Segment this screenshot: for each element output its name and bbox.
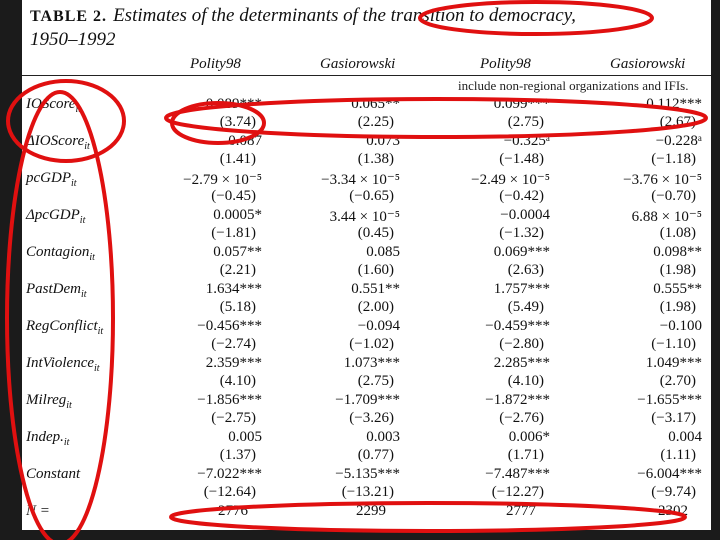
estimate-cell: −2.79 × 10⁻⁵ xyxy=(183,172,262,188)
estimate-cell: −1.856*** xyxy=(197,392,262,408)
estimate-cell: 0.004 xyxy=(668,429,702,445)
se-cell: (1.37) xyxy=(219,447,256,463)
column-header: Polity98 xyxy=(480,56,531,72)
se-cell: (−1.81) xyxy=(211,225,256,241)
se-cell: (2.21) xyxy=(219,262,256,278)
se-cell: (−0.70) xyxy=(651,188,696,204)
se-cell: (2.63) xyxy=(507,262,544,278)
se-cell: (−1.10) xyxy=(651,336,696,352)
estimate-cell: −1.655*** xyxy=(637,392,702,408)
estimate-cell: 1.634*** xyxy=(205,281,262,297)
table-note: include non-regional organizations and IFIs. xyxy=(458,78,689,93)
estimate-cell: 0.065** xyxy=(351,96,400,112)
table-label: TABLE 2. xyxy=(30,8,108,25)
estimate-cell: 2.285*** xyxy=(493,355,550,371)
se-cell: (−0.42) xyxy=(499,188,544,204)
se-cell: (5.49) xyxy=(507,299,544,315)
se-cell: (−0.45) xyxy=(211,188,256,204)
se-cell: (1.38) xyxy=(357,151,394,167)
estimate-cell: −0.100 xyxy=(659,318,702,334)
estimate-cell: −6.004*** xyxy=(637,466,702,482)
estimate-cell: −7.022*** xyxy=(197,466,262,482)
estimate-cell: 0.0005* xyxy=(213,207,262,223)
variable-label: IntViolence$_{it}$ xyxy=(26,355,100,374)
n-cell: 2776 xyxy=(218,503,248,519)
n-label: N = xyxy=(26,503,50,519)
variable-label: RegConflict$_{it}$ xyxy=(26,318,104,337)
se-cell: (−0.65) xyxy=(349,188,394,204)
estimate-cell: −1.709*** xyxy=(335,392,400,408)
se-cell: (−1.18) xyxy=(651,151,696,167)
se-cell: (4.10) xyxy=(219,373,256,389)
estimate-cell: −5.135*** xyxy=(335,466,400,482)
se-cell: (1.98) xyxy=(659,299,696,315)
se-cell: (−2.76) xyxy=(499,410,544,426)
se-cell: (−2.74) xyxy=(211,336,256,352)
estimate-cell: −1.872*** xyxy=(485,392,550,408)
se-cell: (2.75) xyxy=(357,373,394,389)
estimate-cell: −3.76 × 10⁻⁵ xyxy=(623,172,702,188)
estimate-cell: 0.098** xyxy=(653,244,702,260)
column-header: Gasiorowski xyxy=(610,56,686,72)
table-title-text: Estimates of the determinants of the transition to democracy, xyxy=(113,5,576,26)
column-header: Gasiorowski xyxy=(320,56,396,72)
se-cell: (0.77) xyxy=(357,447,394,463)
estimate-cell: 1.049*** xyxy=(645,355,702,371)
n-cell: 2302 xyxy=(658,503,688,519)
n-cell: 2299 xyxy=(356,503,386,519)
se-cell: (−2.75) xyxy=(211,410,256,426)
se-cell: (2.00) xyxy=(357,299,394,315)
variable-label: pcGDP$_{it}$ xyxy=(26,170,77,189)
estimate-cell: 0.112*** xyxy=(646,96,702,112)
estimate-cell: 0.087 xyxy=(228,133,262,149)
variable-label: PastDem$_{it}$ xyxy=(26,281,87,300)
se-cell: (2.75) xyxy=(507,114,544,130)
se-cell: (1.11) xyxy=(660,447,696,463)
estimate-cell: 0.006* xyxy=(508,429,550,445)
estimate-cell: 0.099*** xyxy=(493,96,550,112)
estimate-cell: 0.005 xyxy=(228,429,262,445)
variable-label: Milreg$_{it}$ xyxy=(26,392,72,411)
estimate-cell: 0.003 xyxy=(366,429,400,445)
se-cell: (2.70) xyxy=(659,373,696,389)
se-cell: (2.67) xyxy=(659,114,696,130)
estimate-cell: −0.228ᵃ xyxy=(655,133,702,149)
se-cell: (5.18) xyxy=(219,299,256,315)
estimate-cell: 0.069*** xyxy=(493,244,550,260)
table-page xyxy=(22,0,711,530)
table-title xyxy=(30,4,690,51)
estimate-cell: 1.757*** xyxy=(493,281,550,297)
se-cell: (1.60) xyxy=(357,262,394,278)
se-cell: (−1.32) xyxy=(499,225,544,241)
variable-label: Constant xyxy=(26,466,81,482)
column-header: Polity98 xyxy=(190,56,241,72)
estimate-cell: −0.456*** xyxy=(197,318,262,334)
se-cell: (−3.17) xyxy=(651,410,696,426)
se-cell: (1.71) xyxy=(507,447,544,463)
variable-label: IOScore$_{it}$ xyxy=(26,96,81,115)
se-cell: (−3.26) xyxy=(349,410,394,426)
se-cell: (−12.64) xyxy=(203,484,256,500)
estimate-cell: 3.44 × 10⁻⁵ xyxy=(329,209,400,225)
estimate-cell: 0.073 xyxy=(366,133,400,149)
estimate-cell: 0.555** xyxy=(653,281,702,297)
se-cell: (−1.48) xyxy=(499,151,544,167)
estimate-cell: −0.459*** xyxy=(485,318,550,334)
se-cell: (−2.80) xyxy=(499,336,544,352)
estimate-cell: −0.0004 xyxy=(500,207,550,223)
se-cell: (0.45) xyxy=(357,225,394,241)
estimate-cell: −3.34 × 10⁻⁵ xyxy=(321,172,400,188)
variable-label: ΔpcGDP$_{it}$ xyxy=(26,207,86,226)
variable-label: $Indep._{it}$ xyxy=(26,429,70,448)
n-cell: 2777 xyxy=(506,503,536,519)
se-cell: (1.08) xyxy=(659,225,696,241)
se-cell: (−1.02) xyxy=(349,336,394,352)
estimate-cell: 6.88 × 10⁻⁵ xyxy=(631,209,702,225)
estimate-cell: −7.487*** xyxy=(485,466,550,482)
se-cell: (−9.74) xyxy=(651,484,696,500)
se-cell: (−13.21) xyxy=(341,484,394,500)
estimate-cell: 0.089*** xyxy=(205,96,262,112)
se-cell: (−12.27) xyxy=(491,484,544,500)
variable-label: ΔIOScore$_{it}$ xyxy=(26,133,90,152)
se-cell: (3.74) xyxy=(219,114,256,130)
se-cell: (1.98) xyxy=(659,262,696,278)
variable-label: Contagion$_{it}$ xyxy=(26,244,95,263)
estimate-cell: −0.094 xyxy=(357,318,400,334)
estimate-cell: 0.085 xyxy=(366,244,400,260)
estimate-cell: 2.359*** xyxy=(205,355,262,371)
estimate-cell: 1.073*** xyxy=(343,355,400,371)
table-title-years: 1950–1992 xyxy=(30,29,116,50)
estimate-cell: −2.49 × 10⁻⁵ xyxy=(471,172,550,188)
se-cell: (4.10) xyxy=(507,373,544,389)
estimate-cell: −0.325ᵃ xyxy=(503,133,550,149)
estimate-cell: 0.551** xyxy=(351,281,400,297)
header-rule xyxy=(22,75,711,76)
se-cell: (2.25) xyxy=(357,114,394,130)
estimate-cell: 0.057** xyxy=(213,244,262,260)
se-cell: (1.41) xyxy=(219,151,256,167)
